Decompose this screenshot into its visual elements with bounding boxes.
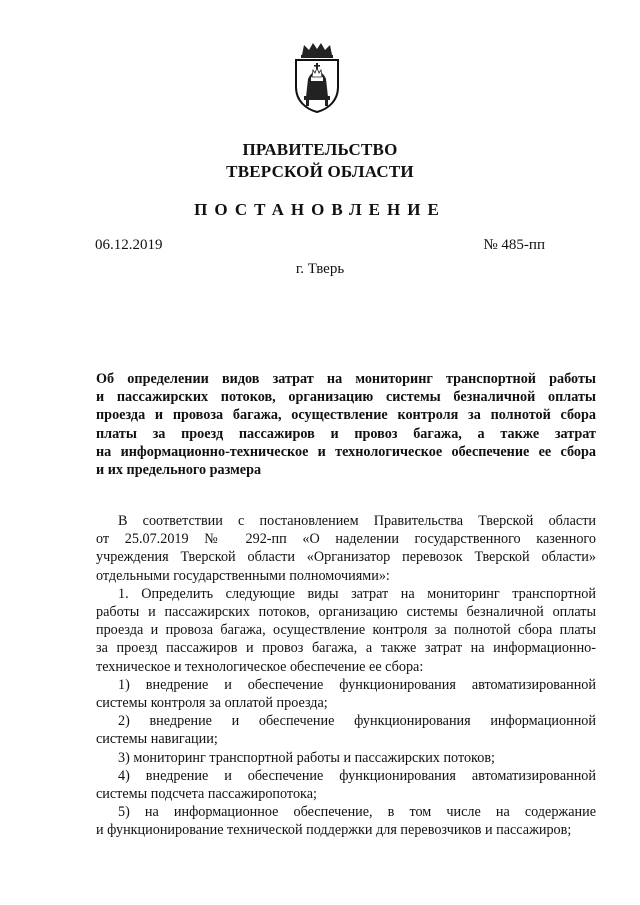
- preamble-line: от 25.07.2019 № 292-пп «О наделении государственного казенного: [96, 531, 596, 548]
- point1-line: за проезд пассажиров и провоз багажа, а также затрат на информационно-: [96, 640, 596, 657]
- list-item-2: 2) внедрение и обеспечение функционирования информационной: [118, 713, 596, 730]
- title-line: и их предельного размера: [96, 462, 262, 479]
- point1-line: 1. Определить следующие виды затрат на мониторинг транспортной: [118, 585, 596, 602]
- title-line: на информационно-техническое и технологическое обеспечение ее сбора: [96, 443, 596, 460]
- preamble-line: В соответствии с постановлением Правительства Тверской области: [118, 513, 596, 529]
- document-date: 06.12.2019: [95, 237, 163, 253]
- preamble-line: отдельными государственными полномочиями»:: [96, 567, 390, 584]
- list-item-5: 5) на информационное обеспечение, в том числе на содержание: [118, 804, 596, 821]
- document-number: № 485-пп: [483, 237, 545, 253]
- title-line: Об определении видов затрат на мониторинг транспортной работы: [96, 371, 596, 387]
- document-city: г. Тверь: [295, 261, 345, 277]
- document-body: [96, 512, 596, 840]
- list-item-3: 3) мониторинг транспортной работы и пассажирских потоков;: [118, 749, 495, 766]
- document-type: ПОСТАНОВЛЕНИЕ: [194, 200, 446, 219]
- government-name-line1: ПРАВИТЕЛЬСТВО: [242, 140, 398, 159]
- title-line: и пассажирских потоков, организацию системы безналичной оплаты: [96, 389, 596, 406]
- list-item-1-cont: системы контроля за оплатой проезда;: [96, 695, 328, 712]
- point1-line: проезда и провоза багажа, осуществление контроля за полнотой сбора платы: [96, 622, 596, 639]
- preamble-line: учреждения Тверской области «Организатор перевозок Тверской области»: [96, 549, 596, 566]
- coat-of-arms-icon: [290, 41, 344, 113]
- list-item-2-cont: системы навигации;: [96, 731, 218, 748]
- list-item-5-cont: и функционирование технической поддержки для перевозчиков и пассажиров;: [96, 822, 572, 839]
- title-line: проезда и провоза багажа, осуществление контроля за полнотой сбора: [96, 407, 596, 424]
- list-item-4: 4) внедрение и обеспечение функционирования автоматизированной: [118, 767, 596, 784]
- government-name-line2: ТВЕРСКОЙ ОБЛАСТИ: [226, 162, 414, 181]
- title-line: платы за проезд пассажиров и провоз багажа, а также затрат: [96, 425, 596, 442]
- document-title: [96, 370, 596, 479]
- list-item-4-cont: системы подсчета пассажиропотока;: [96, 786, 317, 803]
- point1-line: работы и пассажирских потоков, организацию системы безналичной оплаты: [96, 604, 596, 621]
- point1-line: техническое и технологическое обеспечение ее сбора:: [96, 658, 424, 675]
- list-item-1: 1) внедрение и обеспечение функционирования автоматизированной: [118, 676, 596, 693]
